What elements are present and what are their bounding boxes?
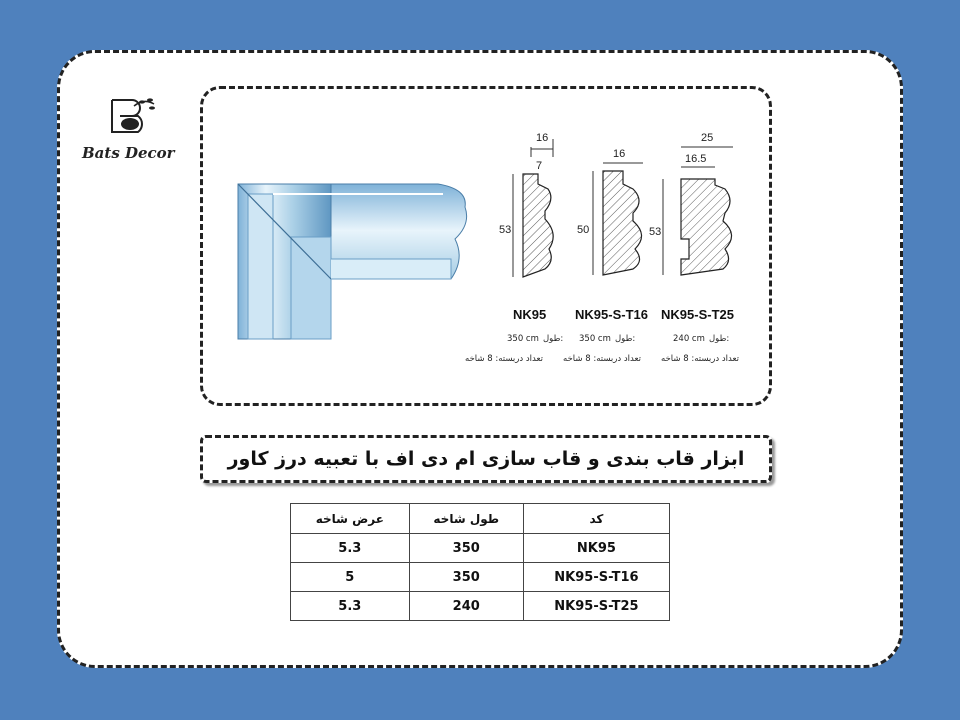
header-length: طول شاخه	[409, 504, 523, 534]
product-illustration	[203, 89, 769, 403]
moulding-corner-render	[238, 184, 467, 339]
svg-text:16: 16	[536, 132, 549, 144]
svg-text:53: 53	[499, 224, 512, 236]
profile-drawing-nk95	[499, 132, 553, 277]
spec-table	[290, 503, 670, 621]
table-row	[291, 592, 670, 621]
cell-code: NK95	[523, 534, 669, 563]
brand-name: Bats Decor	[82, 144, 175, 162]
svg-text:25: 25	[701, 132, 714, 144]
table-header-row	[291, 504, 670, 534]
product-code-2: NK95-S-T16	[575, 307, 648, 322]
product-code-3: NK95-S-T25	[661, 307, 734, 322]
product-pack-3: تعداد دربسته: 8 شاخه	[661, 354, 739, 364]
table-row	[291, 534, 670, 563]
product-length-label-2: طول:	[615, 334, 636, 344]
product-code-1: NK95	[513, 307, 547, 322]
cell-width: 5.3	[291, 592, 410, 621]
svg-text:16.5: 16.5	[685, 153, 707, 165]
cell-length: 350	[409, 563, 523, 592]
product-pack-1: تعداد دربسته: 8 شاخه	[465, 354, 543, 364]
table-row	[291, 563, 670, 592]
svg-text:50: 50	[577, 224, 590, 236]
profile-drawing-nk95-s-t16	[577, 148, 643, 275]
svg-text:7: 7	[536, 160, 543, 172]
cell-length: 240	[409, 592, 523, 621]
product-length-3: 240 cm	[673, 334, 705, 344]
cell-length: 350	[409, 534, 523, 563]
product-pack-2: تعداد دربسته: 8 شاخه	[563, 354, 641, 364]
cell-width: 5.3	[291, 534, 410, 563]
cell-code: NK95-S-T16	[523, 563, 669, 592]
header-code: کد	[523, 504, 669, 534]
product-image-frame	[200, 86, 772, 406]
product-length-1: 350 cm	[507, 334, 539, 344]
header-width: عرض شاخه	[291, 504, 410, 534]
product-length-2: 350 cm	[579, 334, 611, 344]
product-length-label-3: طول:	[709, 334, 730, 344]
product-length-label-1: طول:	[543, 334, 564, 344]
cell-width: 5	[291, 563, 410, 592]
cell-code: NK95-S-T25	[523, 592, 669, 621]
profile-drawing-nk95-s-t25	[649, 132, 733, 275]
svg-text:16: 16	[613, 148, 626, 160]
svg-text:53: 53	[649, 226, 662, 238]
page-title: ابزار قاب بندی و قاب سازی ام دی اف با تعبیه درز کاور	[200, 435, 772, 483]
